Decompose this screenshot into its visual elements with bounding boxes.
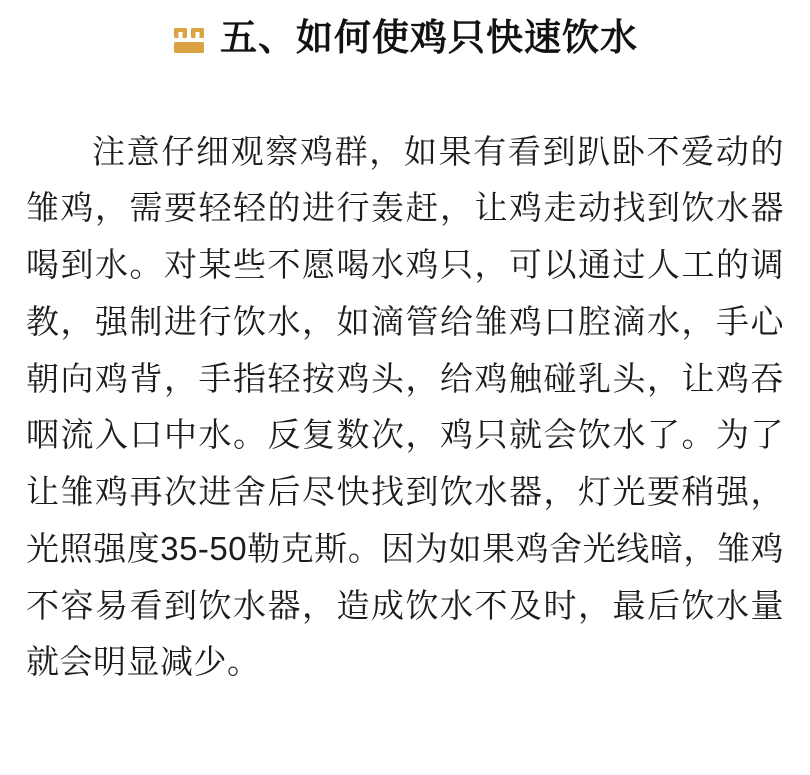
body-block — [0, 69, 810, 692]
book-open-icon — [172, 23, 206, 57]
section-heading — [0, 0, 810, 69]
page-title: 五、如何使鸡只快速饮水 — [220, 17, 638, 58]
body-paragraph: 注意仔细观察鸡群，如果有看到趴卧不爱动的雏鸡，需要轻轻的进行轰赶，让鸡走动找到饮水器喝到水。对某些不愿喝水鸡只，可以通过人工的调教，强制进行饮水，如滴管给雏鸡口腔滴水，手心朝向鸡背，手指轻按鸡头，给鸡触碰乳头，让鸡吞咽流入口中水。反复数次，鸡只就会饮水了。为了让雏鸡再次进舍后尽快找到饮水器，灯光要稍强，光照强度35-50勒克斯。因为如果鸡舍光线暗，雏鸡不容易看到饮水器，造成饮水不及时，最后饮水量就会明显减少。 — [26, 132, 784, 681]
